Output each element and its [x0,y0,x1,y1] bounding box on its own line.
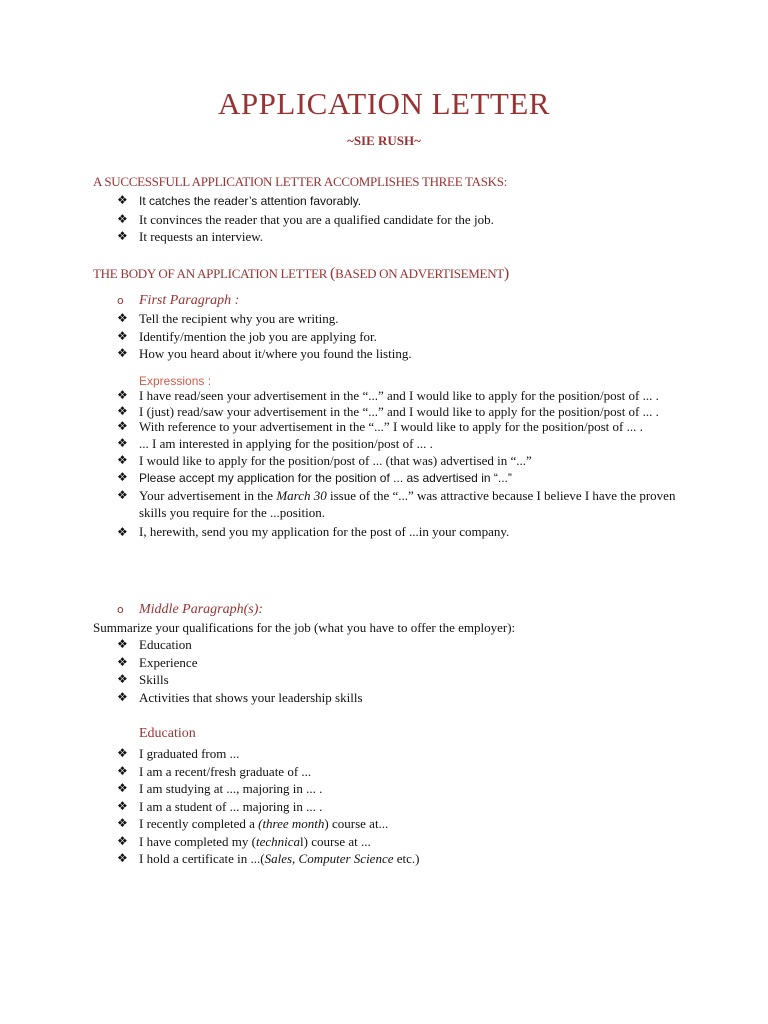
diamond-bullet-icon: ❖ [117,193,128,207]
diamond-bullet-icon: ❖ [117,689,128,704]
list-item: ❖ Education [117,637,192,652]
expressions-list [117,388,677,542]
list-item: ❖ It requests an interview. [117,229,264,244]
diamond-bullet-icon: ❖ [117,672,128,686]
middle-paragraph-heading: o Middle Paragraph(s): [117,602,264,617]
list-item: ❖ I would like to apply for the position/post of ... (that was) advertised in “...” [117,452,532,468]
list-item: ❖ With reference to your advertisement in the “...” I would like to apply for the position/post of ... . [117,419,643,434]
diamond-bullet-icon: ❖ [117,311,128,325]
list-item: ❖ Skills [117,672,169,687]
list-item: ❖ It catches the reader’s attention favorably. [117,193,362,208]
diamond-bullet-icon: ❖ [117,487,128,502]
expressions-label: Expressions : [139,374,212,388]
list-item: ❖ I graduated from ... [117,746,240,761]
page-subtitle: ~SIE RUSH~ [347,133,421,148]
diamond-bullet-icon: ❖ [117,346,128,360]
diamond-bullet-icon: ❖ [117,816,128,830]
diamond-bullet-icon: ❖ [117,229,128,243]
diamond-bullet-icon: ❖ [117,469,128,484]
section-heading-body: THE BODY OF AN APPLICATION LETTER (BASED ON ADVERTISEMENT) [93,265,509,282]
diamond-bullet-icon: ❖ [117,388,128,402]
list-item: ❖ Tell the recipient why you are writing. [117,311,339,326]
list-item: ❖ I have completed my (technical) course at ... [117,833,371,849]
list-item: ❖ I hold a certificate in ...(Sales, Computer Science etc.) [117,851,420,866]
diamond-bullet-icon: ❖ [117,211,128,226]
list-item: ❖ I recently completed a (three month) course at... [117,816,389,831]
list-item: ❖ I am a recent/fresh graduate of ... [117,763,312,779]
diamond-bullet-icon: ❖ [117,328,128,343]
diamond-bullet-icon: ❖ [117,419,128,433]
education-heading: Education [139,726,196,741]
middle-paragraph-list [117,636,677,706]
list-item: ❖ Your advertisement in the March 30 issue of the “...” was attractive because I believe I have the proven skills you require for the ...position. [117,487,676,520]
diamond-bullet-icon: ❖ [117,798,128,813]
first-paragraph-heading: o First Paragraph : [117,293,240,308]
hollow-circle-icon: o [117,294,124,307]
list-item: ❖ It convinces the reader that you are a qualified candidate for the job. [117,211,494,227]
list-item: ❖ ... I am interested in applying for the position/post of ... . [117,435,433,451]
list-item: ❖ I am studying at ..., majoring in ... . [117,781,323,796]
list-item: ❖ I am a student of ... majoring in ... . [117,798,323,814]
page-title: APPLICATION LETTER [218,86,550,121]
list-item: ❖ Please accept my application for the position of ... as advertised in “...” [117,469,512,485]
diamond-bullet-icon: ❖ [117,851,128,865]
diamond-bullet-icon: ❖ [117,781,128,795]
section-heading-tasks: A SUCCESSFULL APPLICATION LETTER ACCOMPLISHES THREE TASKS: [93,174,508,189]
diamond-bullet-icon: ❖ [117,435,128,450]
hollow-circle-icon: o [117,603,124,616]
education-list [117,745,677,868]
first-paragraph-list [117,310,677,363]
list-item: ❖ How you heard about it/where you found the listing. [117,346,412,361]
list-item: ❖ Experience [117,654,198,670]
diamond-bullet-icon: ❖ [117,403,128,418]
diamond-bullet-icon: ❖ [117,637,128,651]
diamond-bullet-icon: ❖ [117,524,128,539]
middle-paragraph-intro: Summarize your qualifications for the job (what you have to offer the employer): [93,620,516,635]
list-item: ❖ I (just) read/saw your advertisement in the “...” and I would like to apply for the position/post of ... . [117,403,659,419]
list-item: ❖ I, herewith, send you my application for the post of ...in your company. [117,522,677,542]
tasks-list [117,192,677,246]
list-item: ❖ Identify/mention the job you are applying for. [117,328,377,344]
diamond-bullet-icon: ❖ [117,452,128,467]
list-item: ❖ Activities that shows your leadership skills [117,689,363,705]
diamond-bullet-icon: ❖ [117,833,128,848]
diamond-bullet-icon: ❖ [117,654,128,669]
diamond-bullet-icon: ❖ [117,746,128,760]
diamond-bullet-icon: ❖ [117,763,128,778]
list-item: ❖ I have read/seen your advertisement in the “...” and I would like to apply for the position/post of ... . [117,388,659,403]
